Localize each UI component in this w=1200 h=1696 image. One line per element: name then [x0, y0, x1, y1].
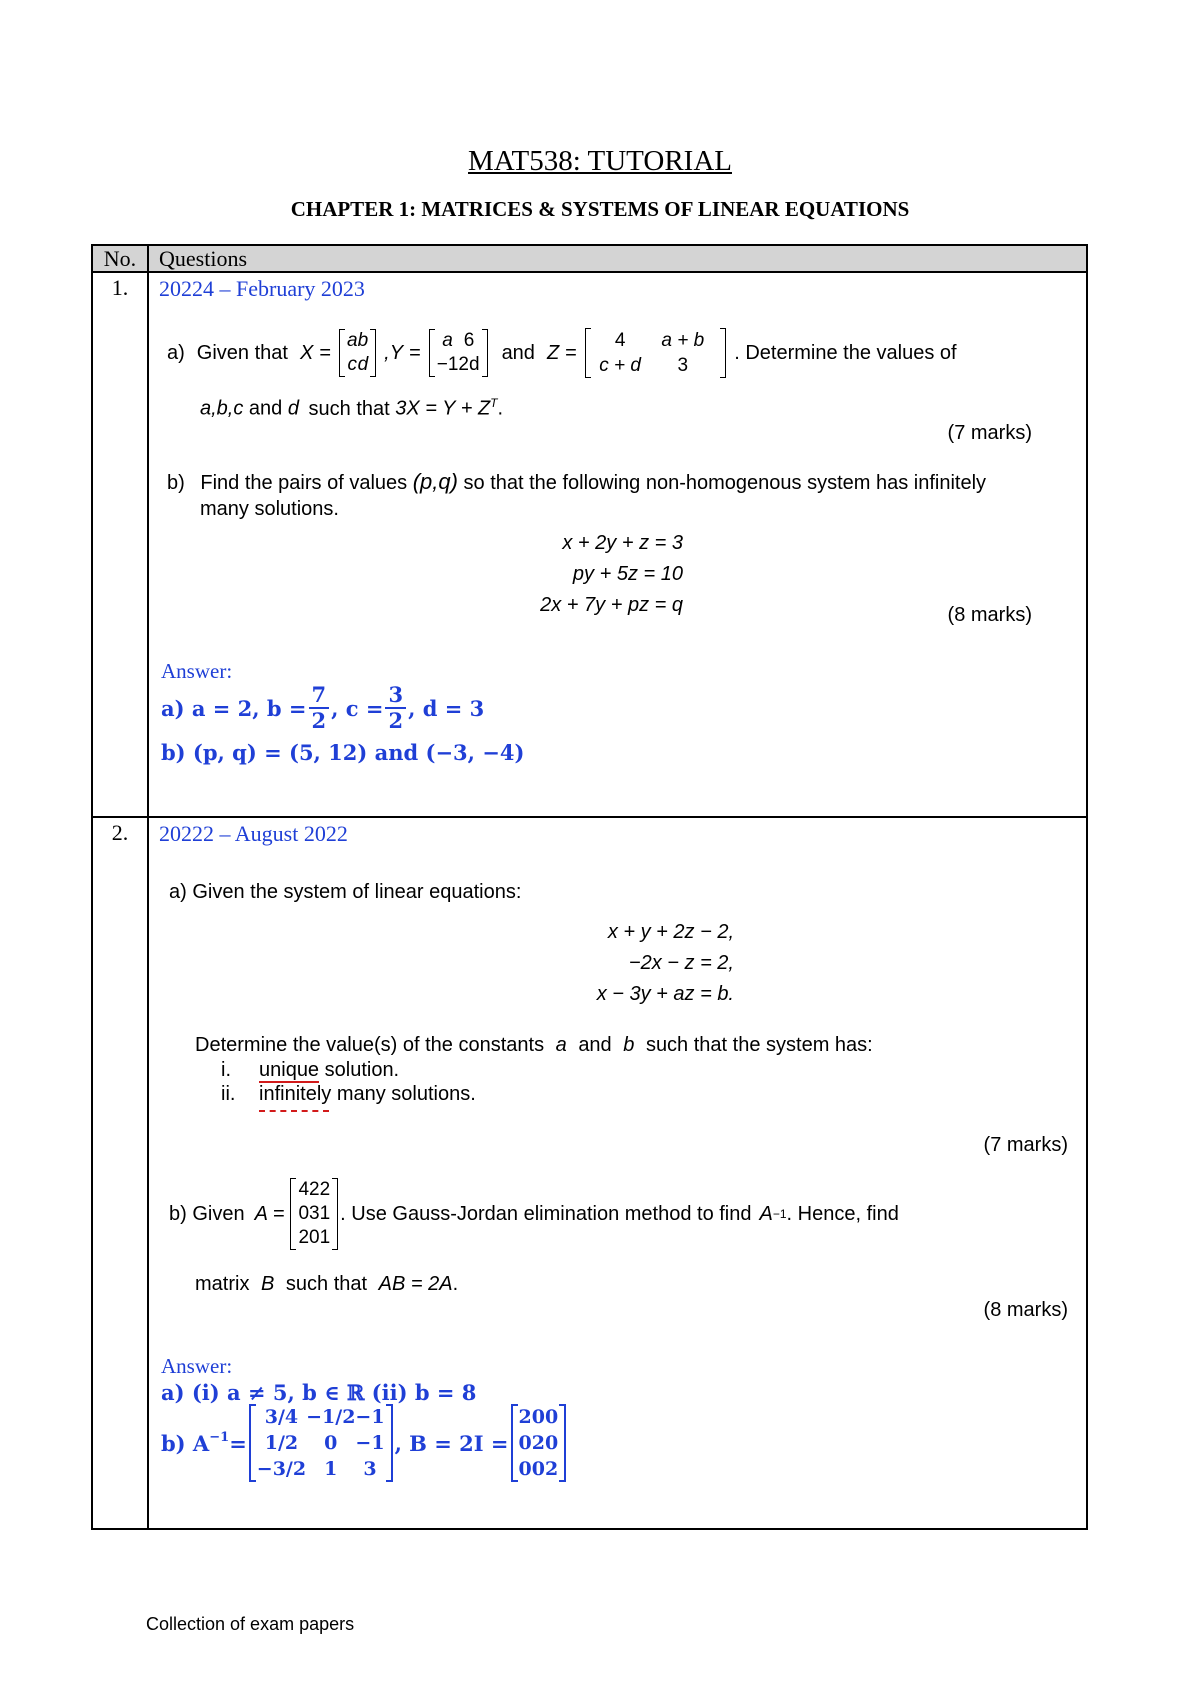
- numerator: 3: [385, 683, 406, 709]
- equation: AB = 2A: [378, 1273, 453, 1295]
- answer-text: a) a = 2, b =: [161, 695, 307, 721]
- matrix-entry: −1: [355, 1406, 385, 1428]
- answer-a: [161, 683, 484, 733]
- text: and: [248, 397, 283, 420]
- matrix-z: [585, 328, 726, 378]
- superscript: T: [490, 396, 498, 410]
- matrix-entry: −1: [436, 354, 459, 375]
- equation: x + 2y + z = 3: [562, 532, 683, 554]
- question-number: 1.: [92, 272, 148, 817]
- pq: (p,q): [412, 469, 458, 494]
- answer-text: =: [229, 1430, 247, 1456]
- equation: 2x + 7y + pz = q: [540, 594, 683, 616]
- matrix-entry: −1: [355, 1432, 385, 1454]
- fraction: [385, 683, 406, 733]
- matrix-entry: 1/2: [264, 1432, 299, 1454]
- matrix-entry: 3/4: [264, 1406, 299, 1428]
- text: such that the system has:: [645, 1034, 873, 1056]
- text: and: [578, 1034, 612, 1056]
- numerator: 7: [309, 683, 330, 709]
- matrix-entry: −3/2: [256, 1458, 307, 1480]
- answer-label: Answer:: [161, 1354, 233, 1378]
- text: many solutions.: [336, 1083, 476, 1105]
- equals: =: [319, 341, 331, 364]
- underlined-word: unique: [259, 1059, 320, 1081]
- matrix-entry: d: [357, 354, 369, 375]
- matrix-entry: a + b: [661, 330, 705, 351]
- var-b: b: [623, 1034, 635, 1056]
- matrix-entry: 3: [363, 1458, 377, 1480]
- denominator: 2: [388, 708, 404, 733]
- denominator: 2: [311, 708, 327, 733]
- answer-b: [161, 1404, 568, 1482]
- vars: a,b,c: [200, 397, 244, 420]
- matrix-entry: −1/2: [306, 1406, 356, 1428]
- list-number: i.: [221, 1059, 231, 1081]
- matrix-entry: 0: [544, 1406, 559, 1428]
- matrix-entry: 1: [319, 1227, 331, 1248]
- questions-table: [91, 244, 1088, 1530]
- marks: (7 marks): [947, 422, 1032, 444]
- matrix-x: [339, 329, 376, 377]
- page-footer: Collection of exam papers: [146, 1614, 355, 1634]
- text: so that the following non-homogenous system has infinitely: [463, 472, 987, 494]
- list-item: [221, 1059, 399, 1082]
- table-header-row: [92, 245, 1087, 272]
- superscript: −1: [209, 1429, 230, 1445]
- matrix-entry: 2: [531, 1432, 545, 1454]
- marks: (7 marks): [983, 1134, 1068, 1156]
- matrix-entry: a: [347, 330, 358, 351]
- question-cell: [148, 817, 1087, 1529]
- matrix-entry: 2: [309, 1179, 320, 1200]
- matrix-entry: 0: [324, 1432, 338, 1454]
- var-a: A =: [254, 1202, 285, 1225]
- text: many solutions.: [200, 498, 339, 520]
- equation-system: [449, 917, 734, 1010]
- matrix-entry: 2: [544, 1458, 559, 1480]
- table-row: [92, 817, 1087, 1529]
- marks: (8 marks): [983, 1299, 1068, 1321]
- question-source: 20222 – August 2022: [159, 821, 348, 846]
- text: and: [501, 341, 535, 364]
- equation: x + y + 2z − 2,: [607, 921, 734, 943]
- text: . Hence, find: [786, 1202, 899, 1225]
- matrix-entry: b: [357, 330, 369, 351]
- fraction: [309, 683, 330, 733]
- marks: (8 marks): [947, 604, 1032, 626]
- text: .: [497, 397, 504, 420]
- matrix-a: [290, 1178, 338, 1250]
- equals: =: [565, 341, 577, 364]
- matrix-y: [429, 329, 488, 377]
- matrix-entry: c: [347, 354, 358, 375]
- question-part-b-line2: [195, 1273, 458, 1296]
- answer-a: a) (i) a ≠ 5, b ∈ ℝ (ii) b = 8: [161, 1380, 477, 1405]
- underlined-word: infinitely: [259, 1083, 332, 1105]
- text: Find the pairs of values: [200, 472, 408, 494]
- question-part-b: [169, 1178, 899, 1250]
- text: . Use Gauss-Jordan elimination method to find: [340, 1202, 752, 1225]
- equation: −2x − z = 2,: [628, 952, 734, 974]
- list-number: ii.: [221, 1083, 236, 1105]
- matrix-a-inverse: [249, 1404, 393, 1482]
- question-part-a: [167, 328, 957, 378]
- equation: py + 5z = 10: [572, 563, 683, 585]
- matrix-entry: 1: [319, 1203, 331, 1224]
- text: Determine the value(s) of the constants: [195, 1034, 545, 1056]
- equation: 3X = Y + Z: [395, 397, 491, 420]
- question-cell: [148, 272, 1087, 817]
- question-number: 2.: [92, 817, 148, 1529]
- part-label: a): [167, 341, 185, 364]
- text: .: [452, 1273, 459, 1295]
- matrix-entry: a: [442, 330, 453, 351]
- var-a: a: [555, 1034, 567, 1056]
- matrix-entry: 1: [324, 1458, 338, 1480]
- matrix-entry: 0: [544, 1432, 559, 1454]
- answer-label: Answer:: [161, 659, 233, 683]
- text: such that: [285, 1273, 368, 1295]
- col-no-header: No.: [92, 245, 148, 272]
- var-b: B: [261, 1273, 275, 1295]
- matrix-entry: 4: [298, 1179, 310, 1200]
- matrix-entry: 0: [518, 1432, 532, 1454]
- answer-text: b) A: [161, 1430, 210, 1456]
- question-part-b: [167, 469, 986, 495]
- matrix-entry: 0: [531, 1406, 545, 1428]
- var-y: ,Y: [384, 341, 404, 364]
- matrix-entry: c + d: [599, 355, 641, 376]
- equation: x − 3y + az = b.: [596, 983, 734, 1005]
- answer-text: , c =: [331, 695, 384, 721]
- matrix-entry: 0: [298, 1203, 310, 1224]
- text: matrix: [195, 1273, 250, 1295]
- determine-text: [195, 1034, 873, 1057]
- text: . Determine the values of: [734, 341, 957, 364]
- matrix-entry: 3: [309, 1203, 320, 1224]
- equation-system: [479, 528, 683, 621]
- answer-text: , B = 2I =: [394, 1430, 509, 1456]
- text: Given that: [196, 341, 288, 364]
- matrix-entry: 2: [518, 1406, 532, 1428]
- var-x: X: [299, 341, 314, 364]
- answer-text: , d = 3: [408, 695, 485, 721]
- equals: =: [409, 341, 421, 364]
- matrix-entry: 6: [463, 330, 475, 351]
- matrix-entry: 3: [677, 355, 689, 376]
- table-row: [92, 272, 1087, 817]
- page-title: MAT538: TUTORIAL: [468, 145, 732, 177]
- matrix-entry: 0: [518, 1458, 532, 1480]
- var-d: d: [287, 397, 299, 420]
- chapter-heading: CHAPTER 1: MATRICES & SYSTEMS OF LINEAR EQUATIONS: [290, 197, 910, 221]
- question-source: 20224 – February 2023: [159, 276, 365, 301]
- matrix-entry: 2: [319, 1179, 331, 1200]
- answer-b: b) (p, q) = (5, 12) and (−3, −4): [161, 740, 525, 765]
- matrix-entry: 4: [614, 330, 626, 351]
- superscript: −1: [772, 1207, 787, 1221]
- text: b) Given: [169, 1202, 245, 1225]
- matrix-entry: 0: [531, 1458, 545, 1480]
- matrix-entry: 2d: [458, 354, 480, 375]
- matrix-entry: 0: [309, 1227, 320, 1248]
- question-part-a-line2: [200, 396, 503, 421]
- red-annotation-mark: [259, 1110, 329, 1112]
- text: solution.: [324, 1059, 400, 1081]
- part-label: b): [167, 472, 185, 494]
- var-z: Z: [546, 341, 560, 364]
- question-part-a-intro: a) Given the system of linear equations:: [169, 881, 522, 903]
- text: such that: [308, 397, 390, 420]
- matrix-b: [511, 1404, 567, 1482]
- var-a-inverse: A: [759, 1202, 773, 1225]
- matrix-entry: 2: [298, 1227, 310, 1248]
- col-questions-header: Questions: [148, 245, 1087, 272]
- list-item: [221, 1083, 476, 1106]
